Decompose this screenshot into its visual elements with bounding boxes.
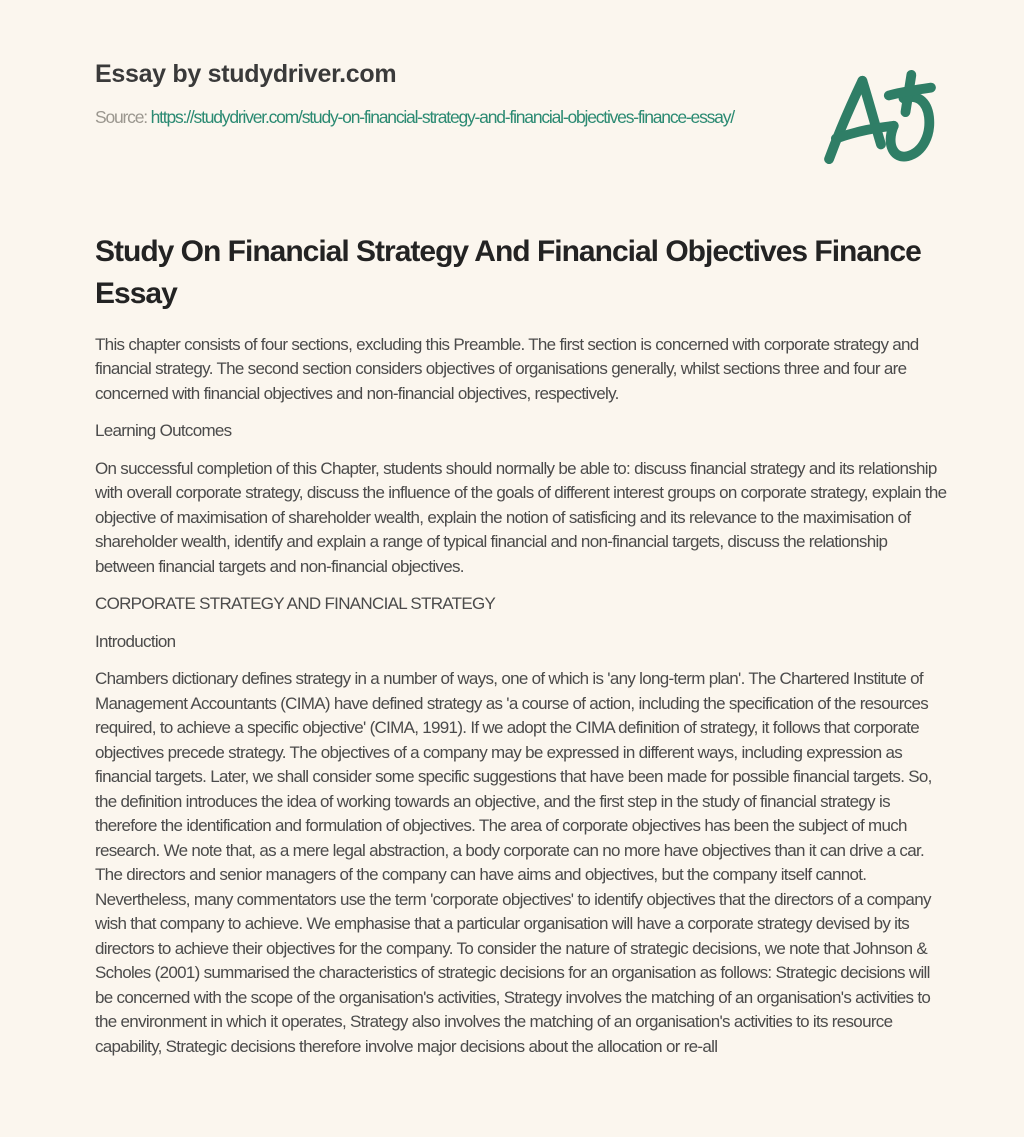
paragraph-preamble: This chapter consists of four sections, excluding this Preamble. The first section is concerned with corporate strategy and financial strategy. The second section considers objectives of organisations generally, whilst sections three and four are concerned with financial objectives and non-financial objectives, respectively. (95, 334, 919, 403)
source-link[interactable]: https://studydriver.com/study-on-financial-strategy-and-financial-objectives-finance-essay/ (150, 107, 734, 127)
heading-introduction: Introduction (95, 631, 176, 651)
paragraph-introduction: Chambers dictionary defines strategy in a number of ways, one of which is 'any long-term plan'. The Chartered Institute of Management Accountants (CIMA) have defined strategy as 'a course of action, including the specification of the resources required, to achieve a specific objective' (CIMA, 1991). If we adopt the CIMA definition of strategy, it follows that corporate objectives precede strategy. The objectives of a company may be expressed in different ways, including expression as financial targets. Later, we shall consider some specific suggestions that have been made for possible financial targets. So, the definition introduces the idea of working towards an objective, and the first step in the study of financial strategy is therefore the identification and formulation of objectives. The area of corporate objectives has been the subject of much research. We note that, as a mere legal abstraction, a body corporate can no more have objectives than it can drive a car. The directors and senior managers of the company can have aims and objectives, but the company itself cannot. Nevertheless, many commentators use the term 'corporate objectives' to identify objectives that the directors of a company wish that company to achieve. We emphasise that a particular organisation will have a corporate strategy devised by its directors to achieve their objectives for the company. To consider the nature of strategic decisions, we note that Johnson & Scholes (2001) summarised the characteristics of strategic decisions for an organisation as follows: Strategic decisions will be concerned with the scope of the organisation's activities, Strategy involves the matching of an organisation's activities to the environment in which it operates, Strategy also involves the matching of an organisation's activities to its resource capability, Strategic decisions therefore involve major decisions about the allocation or re-all (95, 669, 932, 1056)
essay-content (95, 231, 947, 1060)
a-plus-logo-icon (821, 68, 939, 166)
page-header (95, 60, 947, 130)
source-line (95, 106, 767, 130)
heading-corporate-strategy: CORPORATE STRATEGY AND FINANCIAL STRATEGY (95, 594, 496, 613)
source-label: Source: (95, 107, 147, 127)
essay-title: Study On Financial Strategy And Financial Objectives Finance Essay (95, 234, 921, 310)
paragraph-learning-outcomes: On successful completion of this Chapter, students should normally be able to: discuss financial strategy and its relationship with overall corporate strategy, discuss the influence of the goals of different interest groups on corporate strategy, explain the objective of maximisation of shareholder wealth, explain the notion of satisficing and its relevance to the maximisation of shareholder wealth, identify and explain a range of typical financial and non-financial targets, discuss the relationship between financial targets and non-financial objectives. (95, 458, 947, 576)
page-title: Essay by studydriver.com (95, 60, 397, 88)
heading-learning-outcomes: Learning Outcomes (95, 421, 232, 440)
